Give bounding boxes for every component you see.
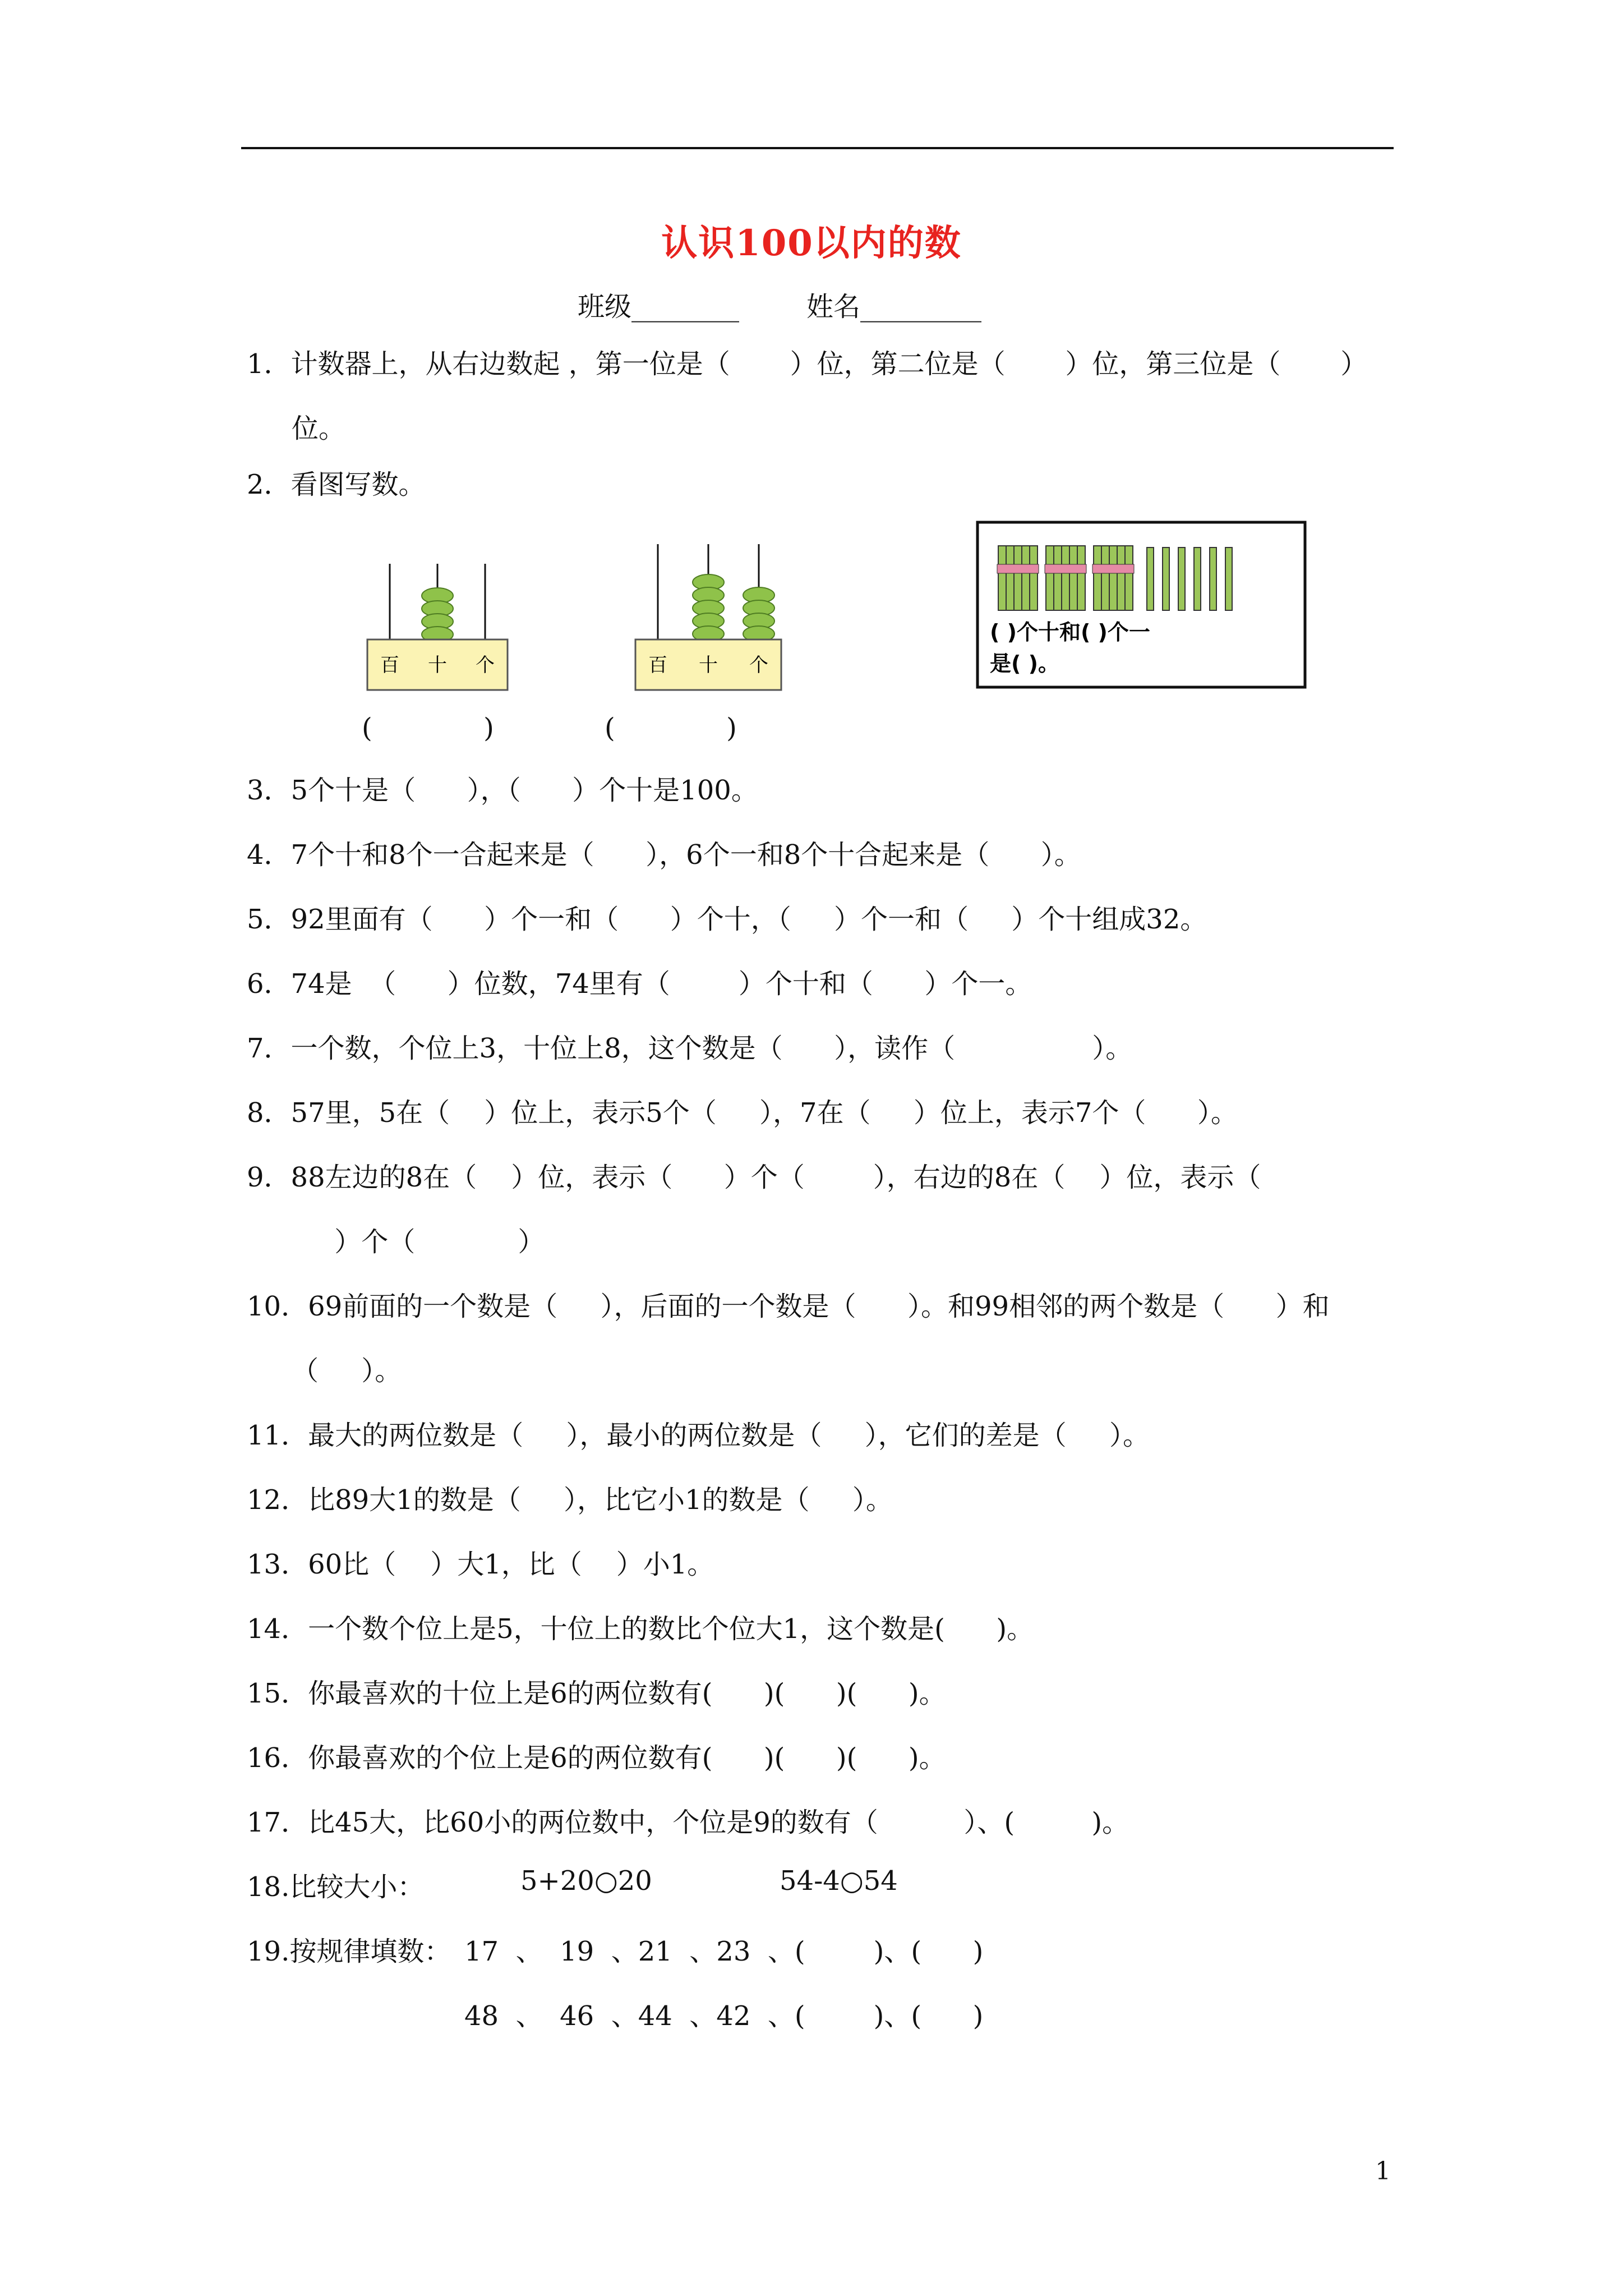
abacus-figure-1: [365, 555, 510, 696]
sticks-question-line1: ( )个十和( )个一: [990, 620, 1150, 645]
question-8: 8．57里，5在（ ）位上，表示5个（ ），7在（ ）位上，表示7个（ ）。: [247, 1097, 1238, 1129]
sequence-row-1: 17 、 19 、21 、23 、( )、( ): [464, 1936, 984, 1967]
question-2: 2．看图写数。: [247, 469, 426, 500]
page-number: 1: [1375, 2157, 1391, 2185]
question-1: 1．计数器上，从右边数起 ，第一位是（ ）位，第二位是（ ）位，第三位是（ ）: [247, 348, 1368, 380]
label-tens: 十: [428, 654, 447, 677]
question-12: 12．比89大1的数是（ ），比它小1的数是（ ）。: [247, 1484, 893, 1516]
question-18-label: 18.比较大小：: [247, 1871, 425, 1903]
abacus1-answer: ( ): [362, 712, 494, 744]
question-7: 7．一个数，个位上3，十位上8，这个数是（ ），读作（ ）。: [247, 1033, 1133, 1064]
abacus-figure-2: [633, 539, 784, 696]
label-hundreds: 百: [648, 654, 667, 677]
label-tens: 十: [699, 654, 718, 677]
compare-item-1: 5+20○20: [520, 1865, 652, 1897]
label-ones: 个: [476, 654, 495, 677]
question-1-cont: 位。: [292, 413, 346, 444]
label-hundreds: 百: [380, 654, 399, 677]
sequence-row-2: 48 、 46 、44 、42 、( )、( ): [464, 2000, 984, 2032]
class-field: 班级________: [578, 291, 740, 323]
question-3: 3．5个十是（ ），（ ）个十是100。: [247, 775, 758, 806]
question-10: 10．69前面的一个数是（ ），后面的一个数是（ ）。和99相邻的两个数是（ ）和: [247, 1291, 1330, 1322]
stick-bundle: [1045, 546, 1086, 610]
question-19-label: 19.按规律填数：: [247, 1936, 451, 1967]
question-4: 4．7个十和8个一合起来是（ ），6个一和8个十合起来是（ ）。: [247, 839, 1081, 871]
question-15: 15．你最喜欢的十位上是6的两位数有( )( )( )。: [247, 1678, 946, 1709]
question-11: 11．最大的两位数是（ ），最小的两位数是（ ），它们的差是（ ）。: [247, 1420, 1150, 1451]
stick-bundle: [1092, 546, 1134, 610]
counting-sticks-figure: [976, 521, 1307, 689]
question-13: 13．60比（ ）大1，比（ ）小1。: [247, 1549, 714, 1580]
question-16: 16．你最喜欢的个位上是6的两位数有( )( )( )。: [247, 1742, 946, 1774]
name-field: 姓名_________: [806, 291, 982, 323]
question-6: 6．74是 （ ）位数，74里有（ ）个十和（ ）个一。: [247, 968, 1032, 1000]
question-17: 17．比45大，比60小的两位数中，个位是9的数有（ ）、( )。: [247, 1807, 1129, 1838]
question-9: 9．88左边的8在（ ）位，表示（ ）个（ ），右边的8在（ ）位，表示（: [247, 1162, 1261, 1193]
page-title: 认识100以内的数: [661, 222, 962, 264]
label-ones: 个: [749, 654, 768, 677]
abacus2-answer: ( ): [605, 712, 737, 744]
question-9-cont: ）个（ ）: [292, 1226, 545, 1258]
header-rule: [241, 147, 1394, 149]
stick-bundle: [997, 546, 1039, 610]
compare-item-2: 54-4○54: [780, 1865, 898, 1897]
sticks-question-line2: 是( )。: [990, 651, 1059, 676]
question-14: 14．一个数个位上是5，十位上的数比个位大1，这个数是( )。: [247, 1613, 1034, 1645]
question-5: 5．92里面有（ ）个一和（ ）个十，（ ）个一和（ ）个十组成32。: [247, 904, 1207, 935]
question-10-cont: （ ）。: [292, 1355, 402, 1387]
